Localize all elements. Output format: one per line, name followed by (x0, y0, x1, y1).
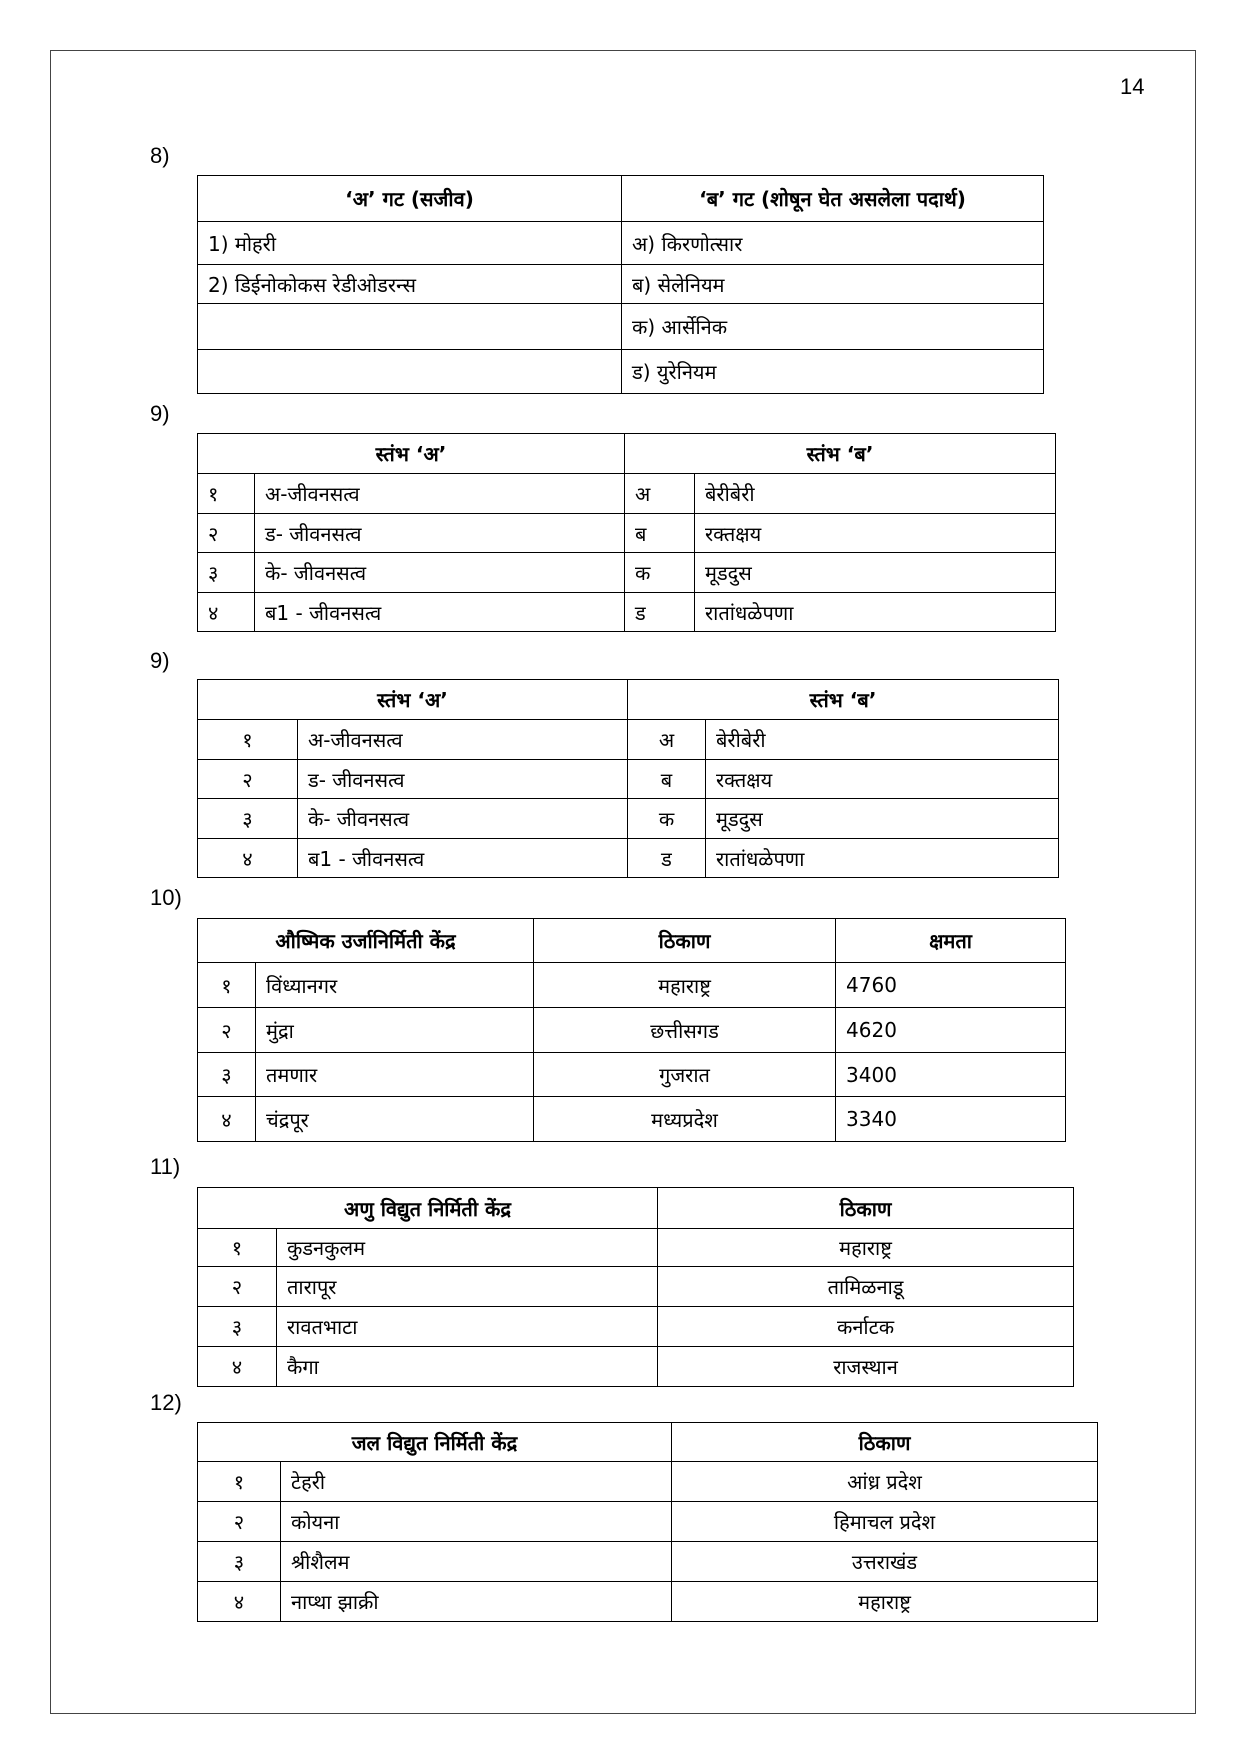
table-cell: मूडदुस (695, 553, 1056, 593)
table-cell: मूडदुस (706, 799, 1059, 839)
table-header-row (198, 176, 1044, 222)
table-row (198, 350, 1044, 394)
table-cell: कुडनकुलम (277, 1229, 658, 1267)
table-header-row (198, 919, 1066, 963)
table-cell: २ (198, 514, 255, 553)
question-number-11: 11) (150, 1154, 181, 1179)
table-cell: ३ (198, 1053, 256, 1097)
table-cell: 1) मोहरी (198, 222, 622, 265)
table-q9-a (197, 433, 1056, 632)
table-header-row (198, 434, 1056, 474)
table-cell: महाराष्ट्र (672, 1582, 1098, 1622)
table-cell: बेरीबेरी (695, 474, 1056, 514)
table-cell: अ (625, 474, 695, 514)
table-cell: 3400 (836, 1053, 1066, 1097)
table-cell: रक्तक्षय (695, 514, 1056, 553)
table-cell: ब (628, 760, 706, 799)
table-row (198, 265, 1044, 304)
table-cell: महाराष्ट्र (534, 963, 836, 1008)
table-cell: ड (625, 593, 695, 632)
table-cell: ब1 - जीवनसत्व (298, 839, 628, 878)
table-cell: विंध्यानगर (256, 963, 534, 1008)
table-cell (198, 350, 622, 394)
question-number-9a: 9) (150, 401, 170, 426)
table-cell: क) आर्सेनिक (622, 304, 1044, 350)
table-cell: मध्यप्रदेश (534, 1097, 836, 1142)
table-row (198, 720, 1059, 760)
table-cell: ४ (198, 1582, 281, 1622)
table-cell: के- जीवनसत्व (298, 799, 628, 839)
table-row (198, 304, 1044, 350)
table-cell: राजस्थान (658, 1347, 1074, 1387)
table-cell: कैगा (277, 1347, 658, 1387)
table-cell: कोयना (281, 1502, 672, 1542)
table-row (198, 1097, 1066, 1142)
table-row (198, 1267, 1074, 1307)
table-cell: अ) किरणोत्सार (622, 222, 1044, 265)
table-cell: तारापूर (277, 1267, 658, 1307)
table-cell: क (628, 799, 706, 839)
header-cell: ‘ब’ गट (शोषून घेत असलेला पदार्थ) (622, 176, 1044, 222)
table-cell: रक्तक्षय (706, 760, 1059, 799)
table-cell: ४ (198, 839, 298, 878)
table-row (198, 1502, 1098, 1542)
table-cell: नाप्था झाक्री (281, 1582, 672, 1622)
table-cell: 4620 (836, 1008, 1066, 1053)
table-cell: १ (198, 474, 255, 514)
header-cell: जल विद्युत निर्मिती केंद्र (198, 1423, 672, 1462)
table-row (198, 474, 1056, 514)
header-cell: ठिकाण (672, 1423, 1098, 1462)
table-cell: मुंद्रा (256, 1008, 534, 1053)
table-cell: १ (198, 1229, 277, 1267)
table-cell: रावतभाटा (277, 1307, 658, 1347)
table-cell (198, 304, 622, 350)
table-cell: ३ (198, 1542, 281, 1582)
table-row (198, 514, 1056, 553)
question-number-10: 10) (150, 885, 182, 910)
table-row (198, 760, 1059, 799)
header-cell: ‘अ’ गट (सजीव) (198, 176, 622, 222)
table-cell: ४ (198, 1347, 277, 1387)
table-header-row (198, 680, 1059, 720)
table-cell: क (625, 553, 695, 593)
table-cell: के- जीवनसत्व (255, 553, 625, 593)
table-cell: ४ (198, 593, 255, 632)
question-number-9b: 9) (150, 648, 170, 673)
table-cell: कर्नाटक (658, 1307, 1074, 1347)
table-row (198, 1582, 1098, 1622)
header-cell: स्तंभ ‘अ’ (198, 680, 628, 720)
table-cell: गुजरात (534, 1053, 836, 1097)
table-row (198, 799, 1059, 839)
table-cell: ३ (198, 553, 255, 593)
table-row (198, 1307, 1074, 1347)
table-cell: १ (198, 720, 298, 760)
table-cell: ४ (198, 1097, 256, 1142)
table-cell: उत्तराखंड (672, 1542, 1098, 1582)
table-cell: चंद्रपूर (256, 1097, 534, 1142)
table-cell: हिमाचल प्रदेश (672, 1502, 1098, 1542)
table-q10 (197, 918, 1066, 1142)
table-cell: अ-जीवनसत्व (298, 720, 628, 760)
table-cell: २ (198, 1502, 281, 1542)
table-cell: ३ (198, 1307, 277, 1347)
table-cell: 3340 (836, 1097, 1066, 1142)
table-cell: २ (198, 1267, 277, 1307)
table-cell: आंध्र प्रदेश (672, 1462, 1098, 1502)
table-row (198, 1053, 1066, 1097)
table-header-row (198, 1188, 1074, 1229)
table-cell: ब) सेलेनियम (622, 265, 1044, 304)
table-row (198, 222, 1044, 265)
table-row (198, 839, 1059, 878)
question-number-12: 12) (150, 1390, 182, 1415)
table-cell: 2) डिईनोकोकस रेडीओडरन्स (198, 265, 622, 304)
table-cell: 4760 (836, 963, 1066, 1008)
table-cell: अ (628, 720, 706, 760)
header-cell: औष्मिक उर्जानिर्मिती केंद्र (198, 919, 534, 963)
table-q8 (197, 175, 1044, 394)
header-cell: क्षमता (836, 919, 1066, 963)
table-cell: ब1 - जीवनसत्व (255, 593, 625, 632)
table-cell: ब (625, 514, 695, 553)
table-q12 (197, 1422, 1098, 1622)
table-cell: अ-जीवनसत्व (255, 474, 625, 514)
header-cell: स्तंभ ‘ब’ (625, 434, 1056, 474)
table-row (198, 1462, 1098, 1502)
table-cell: तामिळनाडू (658, 1267, 1074, 1307)
table-q9-b (197, 679, 1059, 878)
table-cell: ड (628, 839, 706, 878)
page-number: 14 (1120, 74, 1145, 99)
table-cell: ड) युरेनियम (622, 350, 1044, 394)
table-cell: टेहरी (281, 1462, 672, 1502)
header-cell: स्तंभ ‘ब’ (628, 680, 1059, 720)
header-cell: ठिकाण (658, 1188, 1074, 1229)
header-cell: अणु विद्युत निर्मिती केंद्र (198, 1188, 658, 1229)
table-cell: ३ (198, 799, 298, 839)
table-row (198, 1347, 1074, 1387)
table-cell: रातांधळेपणा (695, 593, 1056, 632)
header-cell: ठिकाण (534, 919, 836, 963)
table-row (198, 963, 1066, 1008)
table-cell: तमणार (256, 1053, 534, 1097)
table-cell: २ (198, 760, 298, 799)
table-q11 (197, 1187, 1074, 1387)
table-cell: बेरीबेरी (706, 720, 1059, 760)
table-row (198, 553, 1056, 593)
table-cell: छत्तीसगड (534, 1008, 836, 1053)
table-cell: श्रीशैलम (281, 1542, 672, 1582)
table-row (198, 593, 1056, 632)
table-row (198, 1008, 1066, 1053)
question-number-8: 8) (150, 143, 170, 168)
table-row (198, 1229, 1074, 1267)
table-cell: ड- जीवनसत्व (298, 760, 628, 799)
header-cell: स्तंभ ‘अ’ (198, 434, 625, 474)
table-header-row (198, 1423, 1098, 1462)
table-cell: २ (198, 1008, 256, 1053)
table-cell: रातांधळेपणा (706, 839, 1059, 878)
table-cell: १ (198, 963, 256, 1008)
table-cell: महाराष्ट्र (658, 1229, 1074, 1267)
table-row (198, 1542, 1098, 1582)
table-cell: ड- जीवनसत्व (255, 514, 625, 553)
table-cell: १ (198, 1462, 281, 1502)
